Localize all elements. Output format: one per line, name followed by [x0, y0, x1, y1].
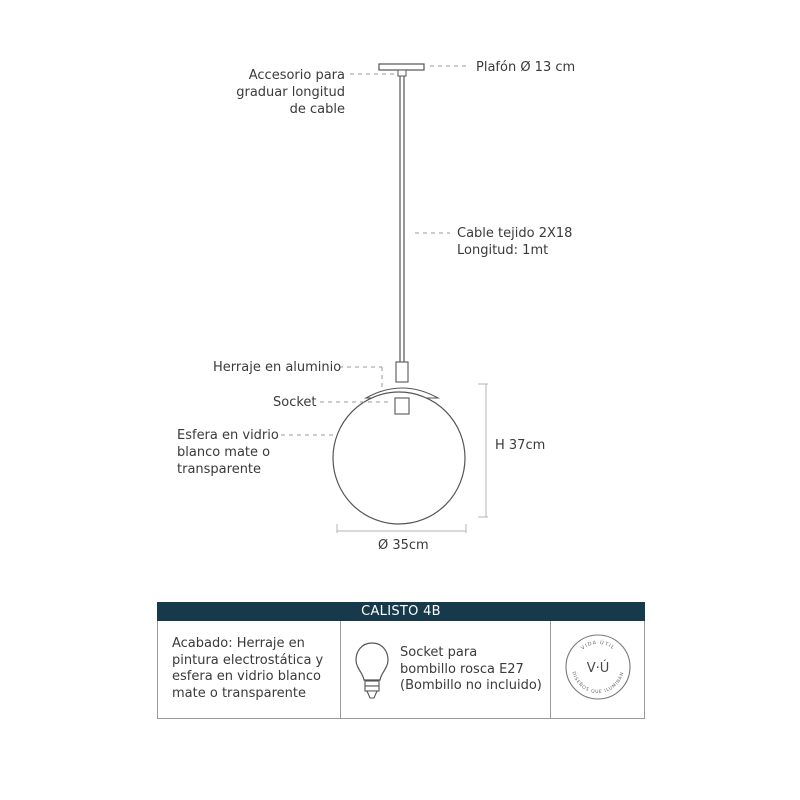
height-label: H 37cm	[495, 438, 546, 453]
canopy	[379, 64, 424, 70]
logo-mark: V·Ú	[586, 661, 610, 676]
socket-shape	[395, 398, 409, 414]
bulb-icon	[353, 640, 391, 704]
aluminium-fitting	[396, 362, 408, 382]
accessory-label: Accesorio para graduar longitud de cable	[236, 68, 345, 117]
divider	[550, 621, 551, 719]
socket-label: Socket	[273, 395, 317, 410]
diameter-label: Ø 35cm	[378, 538, 429, 553]
cable-label: Cable tejido 2X18 Longitud: 1mt	[457, 226, 573, 258]
divider	[340, 621, 341, 719]
fitting-label: Herraje en aluminio	[213, 360, 342, 375]
sphere-label: Esfera en vidrio blanco mate o transparente	[177, 428, 279, 477]
socket-description: Socket para bombillo rosca E27 (Bombillo no incluido)	[400, 645, 542, 693]
brand-logo	[563, 632, 633, 702]
product-title-banner: CALISTO 4B	[157, 602, 645, 621]
cable-adjuster	[398, 70, 406, 76]
logo-bottom-text: DISEÑOS QUE ILUMINAN	[570, 671, 626, 696]
logo-top-text: VIDA ÚTIL	[580, 639, 616, 652]
finish-description: Acabado: Herraje en pintura electrostática y esfera en vidrio blanco mate o transparente	[172, 636, 324, 701]
plafon-label: Plafón Ø 13 cm	[476, 60, 576, 75]
